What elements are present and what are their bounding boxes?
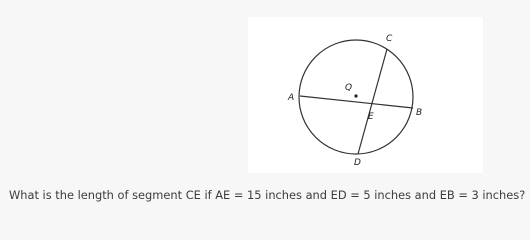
label-e: E (368, 112, 374, 122)
label-d: D (354, 158, 361, 168)
chord-ab (300, 96, 413, 108)
label-b: B (416, 108, 423, 118)
diagram-panel (248, 17, 483, 173)
label-c: C (386, 34, 393, 44)
circle-diagram (248, 17, 483, 173)
label-q: Q (345, 83, 353, 93)
question-text: What is the length of segment CE if AE = 15 inches and ED = 5 inches and EB = 3 inches? (9, 188, 526, 202)
chord-cd (358, 49, 387, 154)
center-point (354, 94, 357, 97)
label-a: A (288, 93, 295, 103)
